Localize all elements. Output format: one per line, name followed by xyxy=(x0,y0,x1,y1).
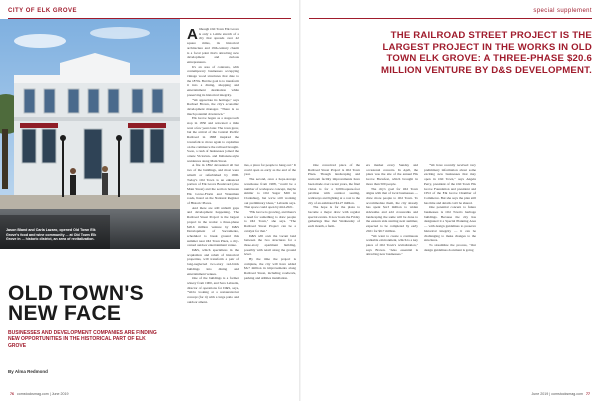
body-paragraph: ties, a place for people to hang out." It could open as early as the end of the year. xyxy=(244,163,296,177)
body-paragraph: The hope is for the plaza to become a major draw with regular special events. It now hosts the Friday gatherings like that Wednesday of each month, a farm- xyxy=(308,205,360,229)
body-column-1 xyxy=(187,27,239,389)
body-paragraph: And there are still unbuilt gaps and development happening. The Railroad Street Project is the largest project in the works: a three-phase $20.6 million venture by D&S Development of Sacramento, scheduled to break ground this summer near Old Town Plaza, a city-owned outdoor entertainment venue. xyxy=(187,205,239,248)
page-number: 76 xyxy=(10,392,14,396)
body-paragraph: ers market every Sunday and occasional concerts. In April, the plaza was the site of the annual Elk Grove Brewfest, which brought in more than 500 people. xyxy=(366,163,418,186)
byline: By Alma Redmond xyxy=(8,369,48,374)
deck-subheadline: BUSINESSES AND DEVELOPMENT COMPANIES ARE FINDING NEW OPPORTUNITIES IN THE HISTORICAL PART OF ELK GROVE xyxy=(8,330,157,349)
body-paragraph: One conceived piece of the Railroad Street Project is Old Town Plaza. Though landscaping and restroom facility improvements have been made over recent years, the final vision is for a 9,000-square-foot pavilion with outdoor seating, walkways and lighting at a cost to the city of an estimated $4.27 million. xyxy=(308,163,360,205)
body-paragraph: The second, once a hops-storage warehouse from 1908, "could be a number of workspace concept, maybe similar to Old Sugar Mill in Clarksburg, but we're still working out preliminary ideas," Lebastla says. That space could open by mid-2021. xyxy=(244,177,296,210)
body-paragraph: "We appreciate its heritage," says Rachael Brown, the city's economic development manager. "There is so much potential downtown." xyxy=(187,97,239,116)
body-paragraph: "We want to create a continuous walkable environment, which is a key piece of Old Town's revitalization," says Brown. "Also essential is attracting new businesses." xyxy=(366,233,418,257)
body-paragraph: The city's goal for Old Town aligns with that of local businesses — draw more people to Old Town. To accommodate them, the city already has spent $4.3 million to widen sidewalks and add crosswalks and landscaping the same will be done to the eastern side starting next summer, expected to be completed by early 2021 for $6.7 million. xyxy=(366,186,418,233)
headline xyxy=(8,284,144,324)
body-paragraph: It's an area of contrasts, with contemporary businesses occupying vintage wood structures that date to the 1870s. But the goal is to transform it into a dining, shopping and entertainment destination while preserving its historical integrity. xyxy=(187,64,239,97)
site-url: comstocksmag.com xyxy=(17,392,49,396)
right-page-header xyxy=(301,6,600,19)
photo-caption: Jason Bland and Carla Lazaro, opened Old Town Elk Grove's food and wine community ... at Old Town Elk Grove in ... historic district, an area of revitalization. xyxy=(6,228,97,242)
body-paragraph: To streamline the process, "Our design guidelines document is going xyxy=(424,242,476,252)
body-paragraph: One of the buildings is a former winery from 1900, and Sara Lebastla, director of operations for D&S, says, "We're looking at a restaurant-bar concept (for it) with a large patio and outdoor ameni- xyxy=(187,276,239,304)
body-column-2 xyxy=(244,163,296,389)
body-paragraph: "Elk Grove is growing, and there's a need for something to draw people to Old Town," she says. "The Railroad Street Project can be a catalyst for that." xyxy=(244,210,296,233)
supplement-label: special supplement xyxy=(533,8,592,14)
body-column-5 xyxy=(424,163,476,389)
body-paragraph: Elk Grove began as a stagecoach stop in 1850 and relocated a mile west a few years later. The town grew, but the arrival of the Central Pacific Railroad in 1868 inspired the townsfolk to move again to capitalize on the commerce the railroad brought. Soon, a rush of businesses joined the ornate Victorian- and Italianate-style residences along Main Street. xyxy=(187,116,239,163)
body-paragraph: Although Old Town Elk Grove is only a 1-mile stretch of a city that spreads over 42 square miles, its historical architecture and 19th-century charm is a focal point that's attracting new development and curious entrepreneurs. xyxy=(187,27,239,64)
headline-line-2: NEW FACE xyxy=(8,302,122,325)
site-url: comstocksmag.com xyxy=(551,392,583,396)
page-number: 77 xyxy=(586,392,590,396)
pull-quote: THE RAILROAD STREET PROJECT IS THE LARGEST PROJECT IN THE WORKS IN OLD TOWN ELK GROVE: A THREE-PHASE $20.6 MILLION VENTURE BY D&S DEVELOPMENT. xyxy=(381,30,592,76)
body-paragraph: By the time the project is complete, the city will have added $6.7 million in improvements along Railroad Street, including roadwork, parking and utilities installation. xyxy=(244,257,296,280)
body-paragraph: One potential concern to future businesses is Old Town's heritage buildings. Because the city has designated it a Special Planning Area — with design guidelines to preserve historical integrity — it can be challenging to make changes to the structures. xyxy=(424,205,476,243)
body-paragraph: A fire in 1892 devastated all but two of the buildings, and most were rebuilt or refurbished by 1900. Today's Old Town is an enhanced portion of Elk Grove Boulevard (also Main Street) and the section between Elk Grove-Florin and Waterman roads, listed on the National Register of Historic Places. xyxy=(187,163,239,206)
hero-photo xyxy=(0,19,180,249)
issue-date: June 2019 xyxy=(51,392,69,396)
body-column-4 xyxy=(366,163,418,389)
drop-cap: A xyxy=(187,27,198,43)
body-paragraph: D&S, which specializes in the acquisition and rehab of historical properties, will transform a pair of long-neglected two-story red-brick buildings into dining and entertainment venues. xyxy=(187,248,239,276)
right-page-footer: June 2019 | comstocksmag.com 77 xyxy=(531,392,590,396)
page-gutter xyxy=(299,0,301,401)
left-page-footer: 76 comstocksmag.com | June 2019 xyxy=(10,392,69,396)
body-paragraph: "We have recently received very preliminary information about some exciting new businesses that may open in Old Town," says Angela Perry, president of the Old Town Elk Grove Foundation and president and CEO of the Elk Grove Chamber of Commerce. But she says the plan still has time and details can't be shared. xyxy=(424,163,476,205)
issue-date: June 2019 xyxy=(531,392,549,396)
left-page-header xyxy=(0,6,299,19)
header-rule xyxy=(309,18,592,19)
building-photo-illustration xyxy=(0,19,180,249)
body-paragraph: D&S will own the vacant land between the two structures for a three-story apartment building, possibly with retail along the ground level. xyxy=(244,233,296,257)
headline-line-1: OLD TOWN'S xyxy=(8,282,144,305)
section-label: CITY OF ELK GROVE xyxy=(8,8,78,14)
body-column-3 xyxy=(308,163,360,389)
